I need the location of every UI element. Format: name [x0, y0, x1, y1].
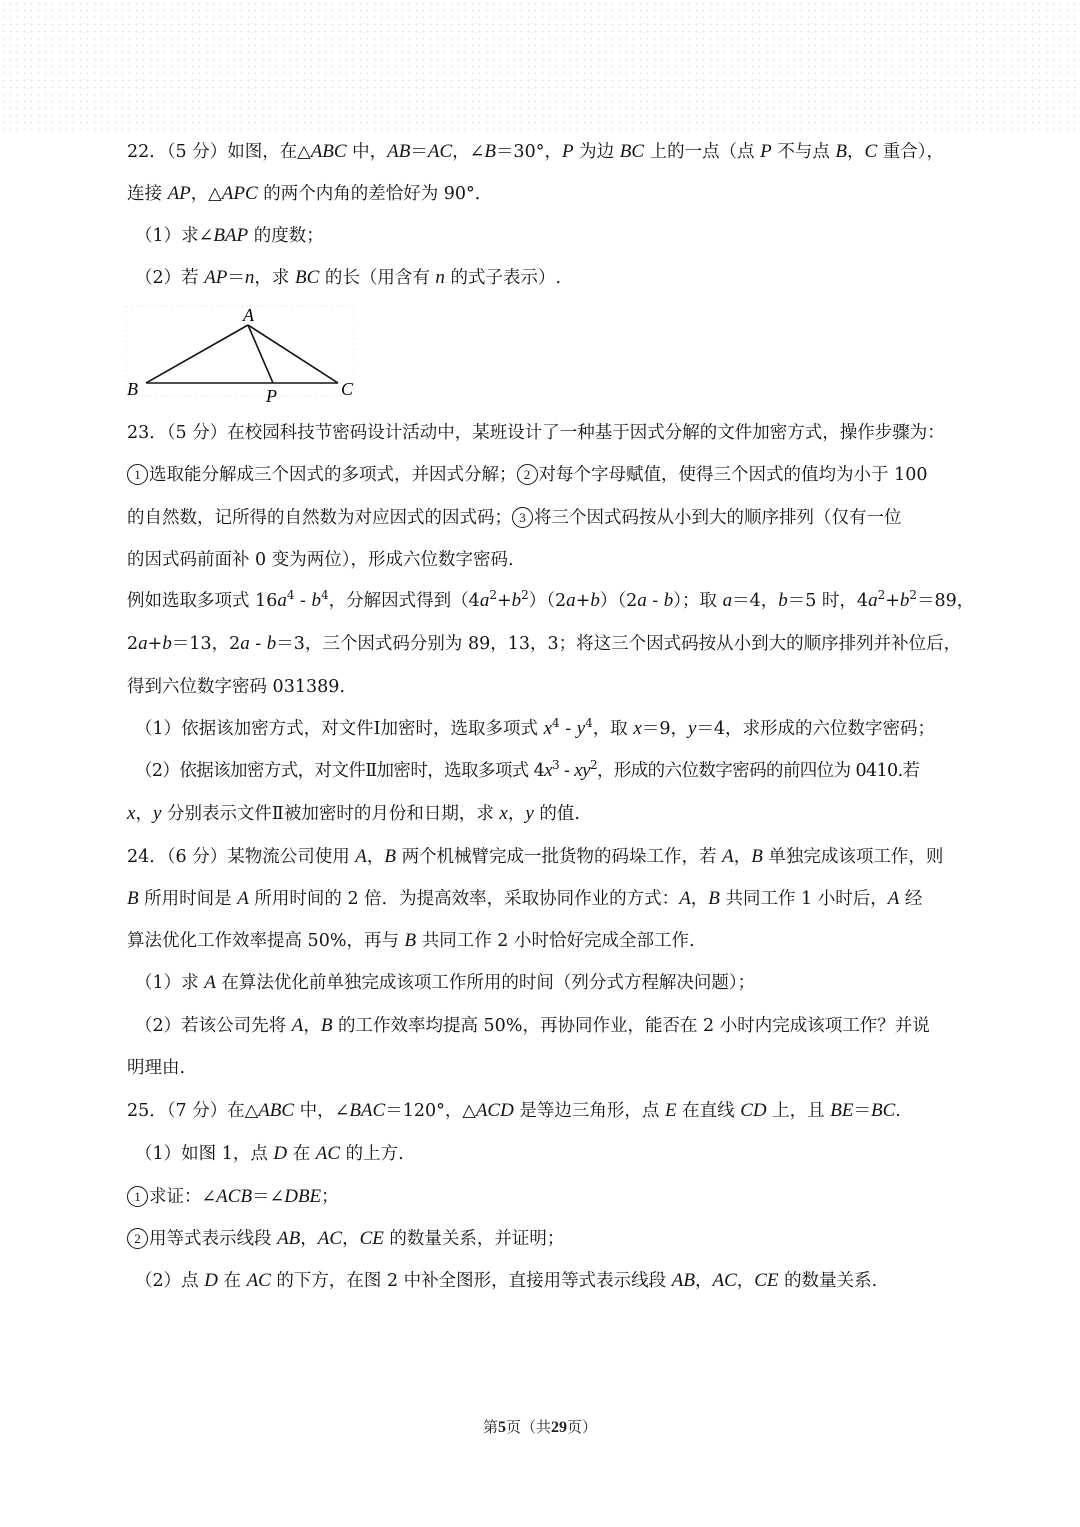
label-a: A: [243, 305, 254, 325]
circled-number-1: 1: [127, 464, 148, 485]
circled-number-3: 3: [512, 507, 533, 528]
q23-line-1: 23．（5 分）在校园科技节密码设计活动中，某班设计了一种基于因式分解的文件加密方式，操作步骤为：: [127, 423, 945, 443]
q23-example-line-2: 2a+b＝13，2a - b＝3，三个因式码分别为 89，13，3；将这三个因式码按从小到大的顺序排列并补位后，: [127, 633, 962, 654]
q23-part-1: （1）依据该加密方式，对文件Ⅰ加密时，选取多项式 $x^4 - y^4$，取 x＝9，y＝4，求形成的六位数字密码；: [135, 716, 936, 739]
q23-line-2: 1 选取能分解成三个因式的多项式，并因式分解； 2 对每个字母赋值，使得三个因式的值均为小于 100: [127, 464, 927, 486]
circled-number-2: 2: [127, 1228, 148, 1249]
q23-example-line-1: 例如选取多项式 $16a^4 - b^4$，分解因式得到$(4a^2+b^2)(2a+b)(2a - b)$；取 a＝4，b＝5 时，$4a^2+b^2=89$，: [127, 588, 975, 611]
segment-ac: [248, 325, 338, 383]
q25-part-1-sub-1: 1 求证：∠ACB＝∠DBE；: [127, 1186, 339, 1208]
q23-line-3: 的自然数，记所得的自然数为对应因式的因式码； 3 将三个因式码按从小到大的顺序排列（仅有一位: [127, 508, 902, 528]
page-number: 5: [497, 1419, 506, 1436]
q23-example-line-3: 得到六位数字密码 031389.: [127, 677, 345, 697]
q25-line-1: 25．（7 分）在△ABC 中，∠BAC＝120°，△ACD 是等边三角形，点 E 在直线 CD 上，且 BE＝BC.: [127, 1100, 901, 1121]
q22-line-1: 22．（5 分）如图，在△ABC 中，AB＝AC，∠B＝30°，P 为边 BC 上的一点（点 P 不与点 B，C 重合），: [127, 141, 944, 162]
circled-number-1: 1: [127, 1186, 148, 1207]
q24-line-2: B 所用时间是 A 所用时间的 2 倍．为提高效率，采取协同作业的方式：A，B 共同工作 1 小时后，A 经: [127, 888, 923, 909]
scan-texture: [0, 0, 1080, 130]
q23-part-2: （2）依据该加密方式，对文件Ⅱ加密时，选取多项式 $4x^3 - xy^2$，形成的六位数字密码的前四位为 0410.若: [135, 758, 920, 781]
q25-part-2: （2）点 D 在 AC 的下方，在图 2 中补全图形，直接用等式表示线段 AB，AC，CE 的数量关系.: [135, 1270, 878, 1291]
q24-line-1: 24．（6 分）某物流公司使用 A，B 两个机械臂完成一批货物的码垛工作，若 A，B 单独完成该项工作，则: [127, 846, 944, 867]
q25-part-1-sub-2: 2 用等式表示线段 AB，AC，CE 的数量关系，并证明；: [127, 1228, 564, 1250]
label-c: C: [341, 379, 354, 399]
q23-line-4: 的因式码前面补 0 变为两位），形成六位数字密码.: [127, 550, 514, 570]
q22-line-2: 连接 AP，△APC 的两个内角的差恰好为 90°．: [127, 183, 493, 204]
page-footer: 第5页（共29页）: [482, 1418, 598, 1436]
label-b: B: [127, 379, 138, 399]
circled-number-2: 2: [517, 464, 538, 485]
page-total: 29: [551, 1419, 567, 1436]
q24-part-2: （2）若该公司先将 A，B 的工作效率均提高 50%，再协同作业，能否在 2 小时内完成该项工作？并说: [135, 1015, 930, 1036]
q24-part-2-cont: 明理由.: [127, 1058, 186, 1078]
q24-line-3: 算法优化工作效率提高 50%，再与 B 共同工作 2 小时恰好完成全部工作.: [127, 930, 695, 951]
q23-part-2-cont: x，y 分别表示文件Ⅱ被加密时的月份和日期，求 x，y 的值.: [127, 803, 580, 824]
triangle-figure: [122, 302, 362, 406]
segment-ab: [146, 325, 248, 383]
label-p: P: [266, 386, 277, 406]
q25-part-1: （1）如图 1，点 D 在 AC 的上方.: [135, 1143, 404, 1164]
q22-part-1: （1）求∠BAP 的度数；: [135, 225, 324, 246]
q22-part-2: （2）若 AP＝n，求 BC 的长（用含有 n 的式子表示）.: [135, 267, 562, 288]
q24-part-1: （1）求 A 在算法优化前单独完成该项工作所用的时间（列分式方程解决问题）；: [135, 972, 756, 993]
